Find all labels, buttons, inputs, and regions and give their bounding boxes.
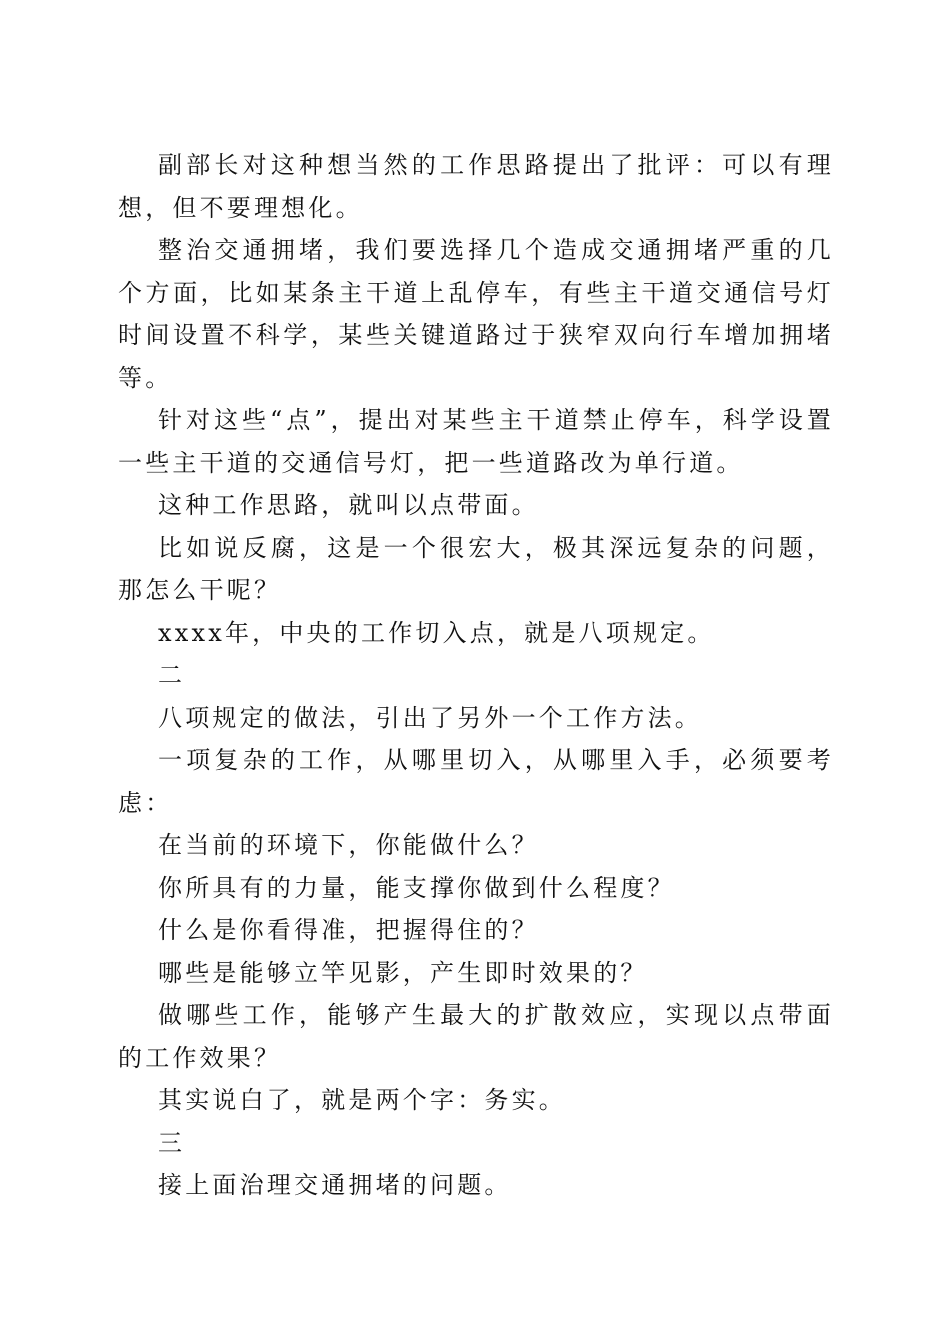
paragraph: 这种工作思路，就叫以点带面。 xyxy=(158,491,539,519)
paragraph: 一项复杂的工作，从哪里切入，从哪里入手，必须要考虑： xyxy=(118,746,834,817)
paragraph: 其实说白了，就是两个字：务实。 xyxy=(158,1086,566,1114)
section-number: 二 xyxy=(158,661,186,689)
paragraph: 在当前的环境下，你能做什么？ xyxy=(158,831,539,859)
paragraph: 八项规定的做法，引出了另外一个工作方法。 xyxy=(158,703,702,732)
paragraph: 做哪些工作，能够产生最大的扩散效应，实现以点带面的工作效果？ xyxy=(118,1001,834,1072)
paragraph: xxxx年，中央的工作切入点，就是八项规定。 xyxy=(158,618,715,647)
paragraph: 针对这些“点”，提出对某些主干道禁止停车，科学设置一些主干道的交通信号灯，把一些道路改为单行道。 xyxy=(118,406,834,477)
document-body xyxy=(118,144,834,1207)
paragraph: 比如说反腐，这是一个很宏大，极其深远复杂的问题，那怎么干呢？ xyxy=(118,533,834,604)
paragraph: 哪些是能够立竿见影，产生即时效果的？ xyxy=(158,958,648,987)
paragraph: 你所具有的力量，能支撑你做到什么程度？ xyxy=(158,873,675,902)
paragraph: 接上面治理交通拥堵的问题。 xyxy=(158,1171,512,1199)
paragraph: 整治交通拥堵，我们要选择几个造成交通拥堵严重的几个方面，比如某条主干道上乱停车，有些主干道交通信号灯时间设置不科学，某些关键道路过于狭窄双向行车增加拥堵等。 xyxy=(118,236,834,392)
paragraph: 副部长对这种想当然的工作思路提出了批评：可以有理想，但不要理想化。 xyxy=(118,151,834,222)
section-number: 三 xyxy=(158,1128,186,1157)
paragraph: 什么是你看得准，把握得住的？ xyxy=(158,916,539,944)
